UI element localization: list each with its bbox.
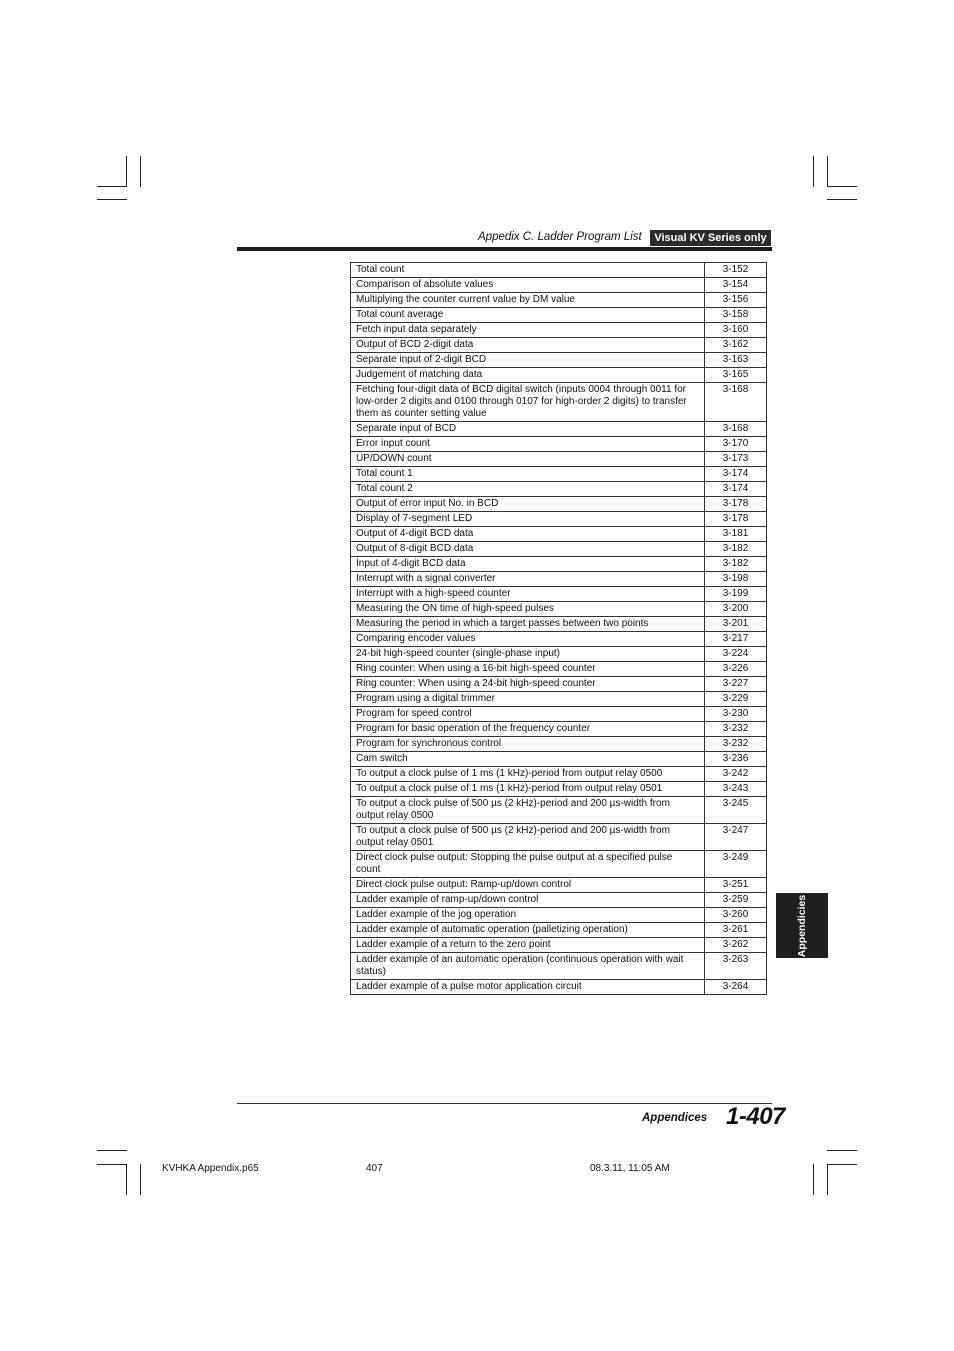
- program-description: Direct clock pulse output: Ramp-up/down control: [351, 878, 705, 893]
- footer-rule: [237, 1103, 772, 1104]
- page-reference: 3-168: [705, 422, 767, 437]
- program-description: Program for basic operation of the frequency counter: [351, 722, 705, 737]
- program-description: Program for synchronous control: [351, 737, 705, 752]
- crop-mark: [97, 199, 127, 200]
- program-description: Program for speed control: [351, 707, 705, 722]
- table-row: [351, 647, 767, 662]
- table-row: [351, 980, 767, 995]
- program-description: Interrupt with a signal converter: [351, 572, 705, 587]
- program-description: To output a clock pulse of 1 ms (1 kHz)-period from output relay 0500: [351, 767, 705, 782]
- page-reference: 3-232: [705, 737, 767, 752]
- table-row: [351, 572, 767, 587]
- page-reference: 3-163: [705, 353, 767, 368]
- page-reference: 3-259: [705, 893, 767, 908]
- page-reference: 3-174: [705, 467, 767, 482]
- program-description: Separate input of BCD: [351, 422, 705, 437]
- page-reference: 3-182: [705, 557, 767, 572]
- page-reference: 3-199: [705, 587, 767, 602]
- crop-mark: [827, 156, 828, 187]
- table-row: [351, 338, 767, 353]
- crop-mark: [126, 156, 127, 187]
- program-description: UP/DOWN count: [351, 452, 705, 467]
- page-reference: 3-224: [705, 647, 767, 662]
- page-reference: 3-160: [705, 323, 767, 338]
- table-row: [351, 737, 767, 752]
- program-description: To output a clock pulse of 1 ms (1 kHz)-period from output relay 0501: [351, 782, 705, 797]
- table-row: [351, 893, 767, 908]
- program-description: Output of 8-digit BCD data: [351, 542, 705, 557]
- page-reference: 3-229: [705, 692, 767, 707]
- program-description: Total count 1: [351, 467, 705, 482]
- program-description: Separate input of 2-digit BCD: [351, 353, 705, 368]
- program-description: Multiplying the counter current value by DM value: [351, 293, 705, 308]
- table-row: [351, 452, 767, 467]
- table-row: [351, 293, 767, 308]
- program-description: Program using a digital trimmer: [351, 692, 705, 707]
- crop-mark: [813, 1164, 814, 1195]
- program-description: Total count: [351, 263, 705, 278]
- crop-mark: [827, 1164, 828, 1195]
- crop-mark: [827, 186, 857, 187]
- table-row: [351, 632, 767, 647]
- table-row: [351, 782, 767, 797]
- table-row: [351, 542, 767, 557]
- page-reference: 3-181: [705, 527, 767, 542]
- program-description: Comparing encoder values: [351, 632, 705, 647]
- page-reference: 3-198: [705, 572, 767, 587]
- page-reference: 3-170: [705, 437, 767, 452]
- table-row: [351, 437, 767, 452]
- crop-mark: [140, 156, 141, 187]
- page-reference: 3-242: [705, 767, 767, 782]
- program-description: Input of 4-digit BCD data: [351, 557, 705, 572]
- program-description: Output of 4-digit BCD data: [351, 527, 705, 542]
- crop-mark: [827, 1164, 857, 1165]
- page-reference: 3-178: [705, 512, 767, 527]
- program-description: Error input count: [351, 437, 705, 452]
- page-reference: 3-200: [705, 602, 767, 617]
- page-reference: 3-162: [705, 338, 767, 353]
- program-description: 24-bit high-speed counter (single-phase input): [351, 647, 705, 662]
- table-row: [351, 797, 767, 824]
- program-description: Ladder example of the jog operation: [351, 908, 705, 923]
- table-row: [351, 263, 767, 278]
- program-description: Fetch input data separately: [351, 323, 705, 338]
- page-reference: 3-245: [705, 797, 767, 824]
- program-description: Measuring the ON time of high-speed pulses: [351, 602, 705, 617]
- page-reference: 3-178: [705, 497, 767, 512]
- page-reference: 3-243: [705, 782, 767, 797]
- program-description: Fetching four-digit data of BCD digital switch (inputs 0004 through 0011 for low-order 2 digits and 0100 through 0107 for high-order 2 digits) to transfer them as counter setting value: [351, 383, 705, 422]
- table-row: [351, 923, 767, 938]
- program-description: Ladder example of ramp-up/down control: [351, 893, 705, 908]
- program-description: Cam switch: [351, 752, 705, 767]
- table-row: [351, 422, 767, 437]
- table-row: [351, 353, 767, 368]
- program-description: Ladder example of a pulse motor application circuit: [351, 980, 705, 995]
- table-row: [351, 617, 767, 632]
- page-reference: 3-165: [705, 368, 767, 383]
- slug-datetime: 08.3.11, 11:05 AM: [590, 1163, 670, 1174]
- page-reference: 3-263: [705, 953, 767, 980]
- page-reference: 3-154: [705, 278, 767, 293]
- footer-section-title: Appendices: [642, 1112, 708, 1124]
- page-reference: 3-227: [705, 677, 767, 692]
- program-description: Judgement of matching data: [351, 368, 705, 383]
- crop-mark: [827, 1150, 857, 1151]
- program-description: Total count 2: [351, 482, 705, 497]
- appendices-side-tab: [776, 893, 828, 958]
- program-description: Output of BCD 2-digit data: [351, 338, 705, 353]
- program-list-body: [351, 263, 767, 995]
- table-row: [351, 482, 767, 497]
- table-row: [351, 953, 767, 980]
- page-reference: 3-264: [705, 980, 767, 995]
- page-reference: 3-217: [705, 632, 767, 647]
- table-row: [351, 587, 767, 602]
- crop-mark: [97, 1150, 127, 1151]
- table-row: [351, 467, 767, 482]
- slug-filename: KVHKA Appendix.p65: [162, 1163, 259, 1174]
- program-description: Direct clock pulse output: Stopping the pulse output at a specified pulse count: [351, 851, 705, 878]
- table-row: [351, 497, 767, 512]
- program-list-table: [350, 262, 767, 995]
- table-row: [351, 878, 767, 893]
- page-reference: 3-251: [705, 878, 767, 893]
- table-row: [351, 722, 767, 737]
- program-description: Output of error input No. in BCD: [351, 497, 705, 512]
- header-rule: [237, 247, 772, 251]
- page-reference: 3-230: [705, 707, 767, 722]
- page-reference: 3-152: [705, 263, 767, 278]
- page-reference: 3-261: [705, 923, 767, 938]
- program-description: Ladder example of an automatic operation (continuous operation with wait status): [351, 953, 705, 980]
- page-reference: 3-168: [705, 383, 767, 422]
- side-tab-label: Appendicies: [796, 894, 808, 957]
- program-description: Ring counter: When using a 24-bit high-speed counter: [351, 677, 705, 692]
- page-reference: 3-173: [705, 452, 767, 467]
- page-number: 1-407: [726, 1103, 785, 1130]
- table-row: [351, 908, 767, 923]
- table-row: [351, 557, 767, 572]
- page-reference: 3-226: [705, 662, 767, 677]
- page-reference: 3-201: [705, 617, 767, 632]
- table-row: [351, 368, 767, 383]
- page-header-title: Appedix C. Ladder Program List: [478, 231, 642, 243]
- crop-mark: [97, 186, 127, 187]
- table-row: [351, 527, 767, 542]
- program-description: Measuring the period in which a target passes between two points: [351, 617, 705, 632]
- table-row: [351, 512, 767, 527]
- page-reference: 3-260: [705, 908, 767, 923]
- page-reference: 3-236: [705, 752, 767, 767]
- program-description: Comparison of absolute values: [351, 278, 705, 293]
- program-description: Ladder example of automatic operation (palletizing operation): [351, 923, 705, 938]
- series-badge: Visual KV Series only: [650, 230, 771, 246]
- table-row: [351, 677, 767, 692]
- page-reference: 3-158: [705, 308, 767, 323]
- table-row: [351, 707, 767, 722]
- page-reference: 3-156: [705, 293, 767, 308]
- table-row: [351, 938, 767, 953]
- page-reference: 3-249: [705, 851, 767, 878]
- page-reference: 3-174: [705, 482, 767, 497]
- crop-mark: [97, 1164, 127, 1165]
- page-reference: 3-262: [705, 938, 767, 953]
- program-description: Total count average: [351, 308, 705, 323]
- crop-mark: [126, 1164, 127, 1195]
- table-row: [351, 602, 767, 617]
- crop-mark: [827, 199, 857, 200]
- program-description: Ladder example of a return to the zero point: [351, 938, 705, 953]
- table-row: [351, 851, 767, 878]
- crop-mark: [813, 156, 814, 187]
- slug-page: 407: [366, 1163, 383, 1174]
- page-reference: 3-182: [705, 542, 767, 557]
- program-description: To output a clock pulse of 500 µs (2 kHz)-period and 200 µs-width from output relay 0500: [351, 797, 705, 824]
- page-reference: 3-232: [705, 722, 767, 737]
- page-reference: 3-247: [705, 824, 767, 851]
- program-description: To output a clock pulse of 500 µs (2 kHz)-period and 200 µs-width from output relay 0501: [351, 824, 705, 851]
- table-row: [351, 323, 767, 338]
- table-row: [351, 692, 767, 707]
- table-row: [351, 767, 767, 782]
- program-description: Display of 7-segment LED: [351, 512, 705, 527]
- table-row: [351, 752, 767, 767]
- table-row: [351, 824, 767, 851]
- program-description: Interrupt with a high-speed counter: [351, 587, 705, 602]
- table-row: [351, 383, 767, 422]
- program-description: Ring counter: When using a 16-bit high-speed counter: [351, 662, 705, 677]
- table-row: [351, 278, 767, 293]
- crop-mark: [140, 1164, 141, 1195]
- table-row: [351, 308, 767, 323]
- table-row: [351, 662, 767, 677]
